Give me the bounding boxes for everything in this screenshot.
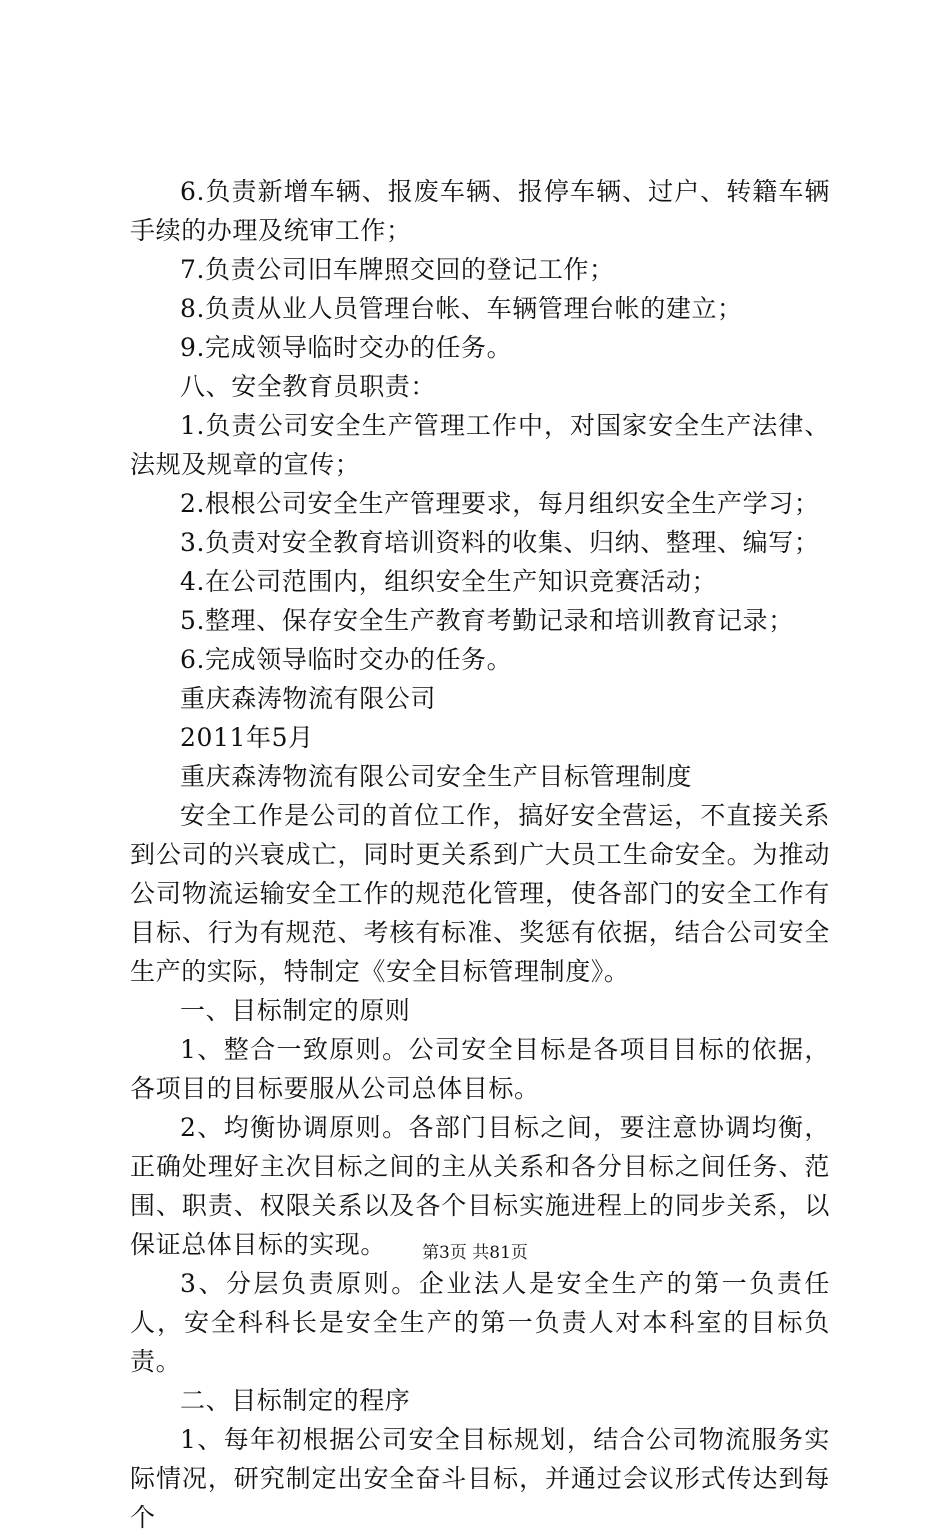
document-body <box>130 172 830 1537</box>
section-heading: 八、安全教育员职责： <box>180 372 437 401</box>
paragraph: 6.负责新增车辆、报废车辆、报停车辆、过户、转籍车辆手续的办理及统审工作； <box>130 177 830 245</box>
paragraph: 8.负责从业人员管理台帐、车辆管理台帐的建立； <box>180 294 743 323</box>
section-heading: 二、目标制定的程序 <box>180 1386 411 1415</box>
paragraph: 4.在公司范围内，组织安全生产知识竞赛活动； <box>180 567 718 596</box>
paragraph: 2、均衡协调原则。各部门目标之间，要注意协调均衡，正确处理好主次目标之间的主从关系和各分目标之间任务、范围、职责、权限关系以及各个目标实施进程上的同步关系，以保证总体目标的实现。 <box>130 1113 830 1259</box>
paragraph: 5.整理、保存安全生产教育考勤记录和培训教育记录； <box>180 606 794 635</box>
paragraph: 1.负责公司安全生产管理工作中，对国家安全生产法律、法规及规章的宣传； <box>130 411 830 479</box>
paragraph: 9.完成领导临时交办的任务。 <box>180 333 513 362</box>
paragraph: 3.负责对安全教育培训资料的收集、归纳、整理、编写； <box>180 528 820 557</box>
paragraph: 1、整合一致原则。公司安全目标是各项目目标的依据，各项目的目标要服从公司总体目标。 <box>130 1035 830 1103</box>
company-name: 重庆森涛物流有限公司 <box>180 684 437 713</box>
paragraph: 6.完成领导临时交办的任务。 <box>180 645 513 674</box>
paragraph: 3、分层负责原则。企业法人是安全生产的第一负责任人，安全科科长是安全生产的第一负责人对本科室的目标负责。 <box>130 1269 830 1376</box>
page-number-footer: 第3页 共81页 <box>422 1243 528 1263</box>
paragraph: 2.根根公司安全生产管理要求，每月组织安全生产学习； <box>180 489 820 518</box>
document-date: 2011年5月 <box>180 723 314 752</box>
document-title: 重庆森涛物流有限公司安全生产目标管理制度 <box>180 762 693 791</box>
paragraph: 7.负责公司旧车牌照交回的登记工作； <box>180 255 615 284</box>
paragraph: 1、每年初根据公司安全目标规划，结合公司物流服务实际情况，研究制定出安全奋斗目标，并通过会议形式传达到每个 <box>130 1425 830 1532</box>
paragraph: 安全工作是公司的首位工作，搞好安全营运，不直接关系到公司的兴衰成亡，同时更关系到广大员工生命安全。为推动公司物流运输安全工作的规范化管理，使各部门的安全工作有目标、行为有规范、考核有标准、奖惩有依据，结合公司安全生产的实际，特制定《安全目标管理制度》。 <box>130 801 830 986</box>
section-heading: 一、目标制定的原则 <box>180 996 411 1025</box>
